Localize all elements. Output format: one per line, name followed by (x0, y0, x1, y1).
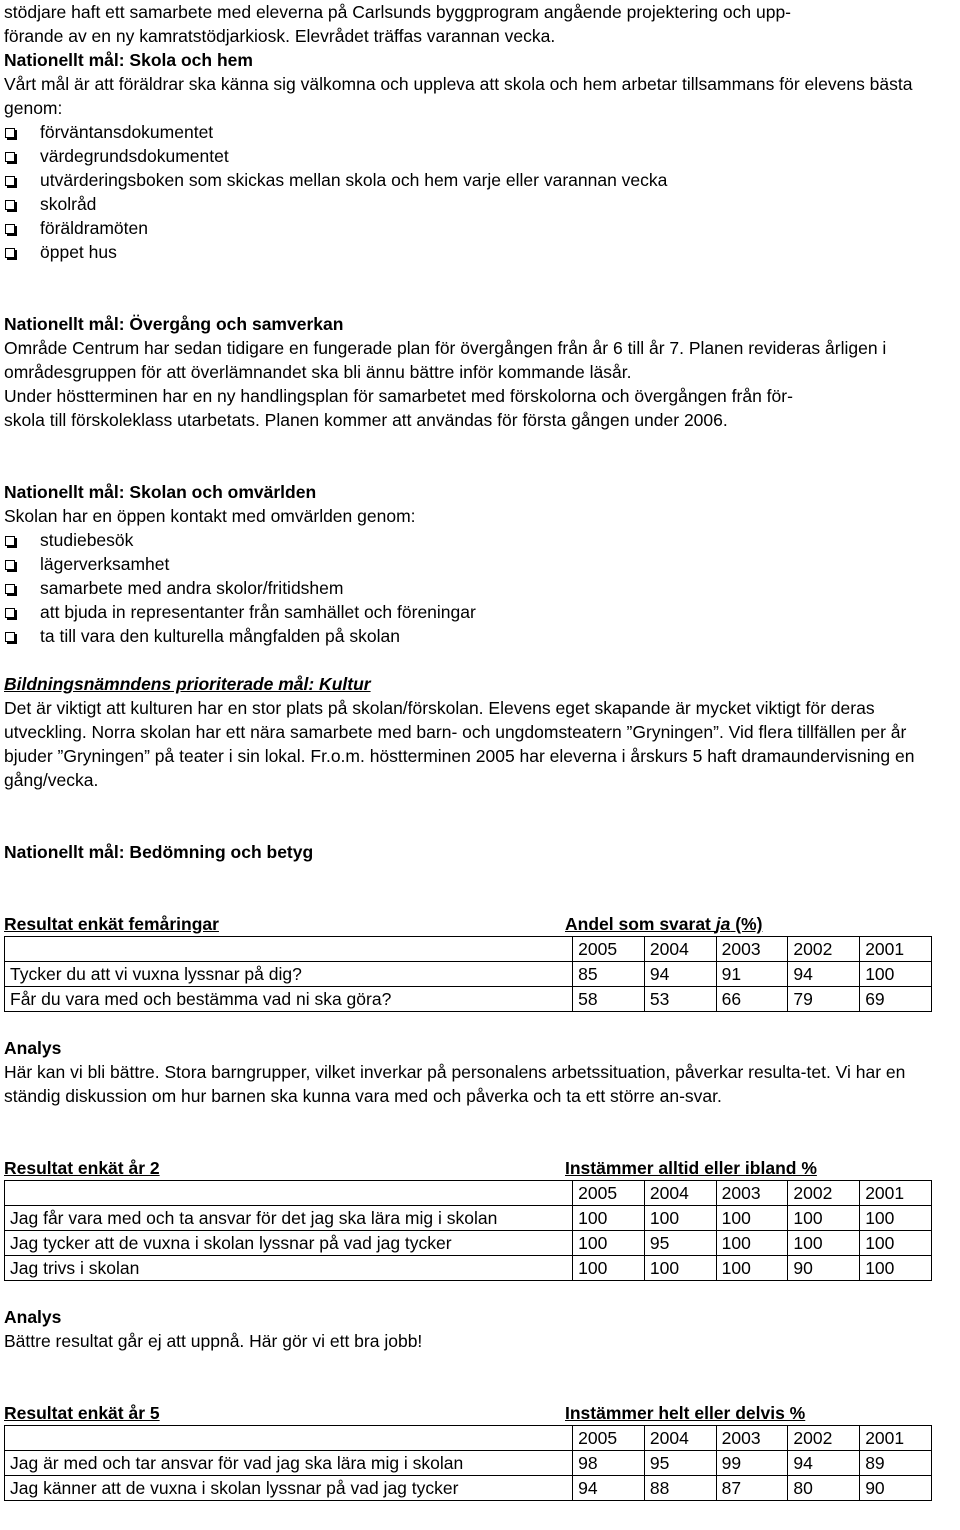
list-item: att bjuda in representanter från samhället och föreningar (4, 600, 954, 624)
checkbox-bullet-icon (5, 560, 15, 570)
list-item: samarbete med andra skolor/fritidshem (4, 576, 954, 600)
text-omvarlden: Skolan har en öppen kontakt med omvärlden genom: (4, 506, 416, 526)
list-skola-och-hem (4, 120, 954, 264)
list-item: föräldramöten (4, 216, 954, 240)
table-row: 2005 2004 2003 2002 2001 (5, 1181, 932, 1206)
checkbox-bullet-icon (5, 200, 15, 210)
heading-bedomning: Nationellt mål: Bedömning och betyg (4, 842, 314, 862)
heading-overgang: Nationellt mål: Övergång och samverkan (4, 314, 344, 334)
list-item: studiebesök (4, 528, 954, 552)
analys-fem-heading: Analys (4, 1038, 62, 1058)
heading-omvarlden: Nationellt mål: Skolan och omvärlden (4, 482, 317, 502)
survey-ar2-table (4, 1180, 932, 1281)
list-item: förväntansdokumentet (4, 120, 954, 144)
list-item: skolråd (4, 192, 954, 216)
survey-fem-header (4, 912, 954, 936)
list-item: utvärderingsboken som skickas mellan skola och hem varje eller varannan vecka (4, 168, 954, 192)
text-kultur: Det är viktigt att kulturen har en stor plats på skolan/förskolan. Elevens eget skapande är mycket viktigt för deras utveckling. Norra skolan har ett nära samarbete med barn- och ungdomsteatern ”Gryningen”. Vid flera tillfällen per år bjuder ”Gryningen” på teater i sin lokal. Fr.o.m. höstterminen 2005 har eleverna i årskurs 5 haft dramaundervisning en gång/vecka. (4, 698, 915, 790)
document-page (4, 0, 954, 1501)
table-row: Tycker du att vi vuxna lyssnar på dig? 85 94 91 94 100 (5, 962, 932, 987)
survey-ar5-title: Resultat enkät år 5 (4, 1403, 160, 1423)
survey-ar2-title: Resultat enkät år 2 (4, 1158, 160, 1178)
list-item: lägerverksamhet (4, 552, 954, 576)
list-item: värdegrundsdokumentet (4, 144, 954, 168)
list-omvarlden (4, 528, 954, 648)
survey-fem-measure: Andel som svarat ja (%) (565, 914, 763, 934)
survey-ar5-measure: Instämmer helt eller delvis % (565, 1403, 806, 1423)
checkbox-bullet-icon (5, 176, 15, 186)
table-row: 2005 2004 2003 2002 2001 (5, 937, 932, 962)
analys-ar2-heading: Analys (4, 1307, 62, 1327)
intro-line-1: stödjare haft ett samarbete med eleverna på Carlsunds byggprogram angående projektering och upp- (4, 2, 792, 22)
table-row: Jag känner att de vuxna i skolan lyssnar på vad jag tycker 94 88 87 80 90 (5, 1476, 932, 1501)
text-overgang-2b: skola till förskoleklass utarbetats. Planen kommer att användas för första gången under 2006. (4, 410, 728, 430)
survey-ar5-table (4, 1425, 932, 1501)
text-overgang-2a: Under höstterminen har en ny handlingsplan för samarbetet med förskolorna och övergången från för- (4, 386, 793, 406)
survey-ar5-header (4, 1401, 954, 1425)
survey-fem-table (4, 936, 932, 1012)
survey-ar2-measure: Instämmer alltid eller ibland % (565, 1158, 817, 1178)
checkbox-bullet-icon (5, 632, 15, 642)
checkbox-bullet-icon (5, 128, 15, 138)
table-row: Jag får vara med och ta ansvar för det jag ska lära mig i skolan 100 100 100 100 100 (5, 1206, 932, 1231)
heading-skola-och-hem: Nationellt mål: Skola och hem (4, 50, 253, 70)
checkbox-bullet-icon (5, 224, 15, 234)
checkbox-bullet-icon (5, 248, 15, 258)
text-skola-och-hem: Vårt mål är att föräldrar ska känna sig välkomna och uppleva att skola och hem arbetar tillsammans för elevens bästa genom: (4, 74, 913, 118)
survey-ar2-header (4, 1156, 954, 1180)
heading-kultur: Bildningsnämndens prioriterade mål: Kultur (4, 674, 371, 694)
checkbox-bullet-icon (5, 608, 15, 618)
list-item: öppet hus (4, 240, 954, 264)
table-row: Jag tycker att de vuxna i skolan lyssnar på vad jag tycker 100 95 100 100 100 (5, 1231, 932, 1256)
checkbox-bullet-icon (5, 584, 15, 594)
analys-ar2-text: Bättre resultat går ej att uppnå. Här gör vi ett bra jobb! (4, 1331, 423, 1351)
table-row: Jag är med och tar ansvar för vad jag ska lära mig i skolan 98 95 99 94 89 (5, 1451, 932, 1476)
text-overgang-1: Område Centrum har sedan tidigare en fungerade plan för övergången från år 6 till år 7. Planen revideras årligen i områdesgruppen för att överlämnandet ska bli ännu bättre inför kommande läsår. (4, 338, 887, 382)
intro-line-2: förande av en ny kamratstödjarkiosk. Elevrådet träffas varannan vecka. (4, 26, 556, 46)
table-row: 2005 2004 2003 2002 2001 (5, 1426, 932, 1451)
table-row: Får du vara med och bestämma vad ni ska göra? 58 53 66 79 69 (5, 987, 932, 1012)
analys-fem-text: Här kan vi bli bättre. Stora barngrupper, vilket inverkar på personalens arbetssituation, påverkar resulta-tet. Vi har en ständig diskussion om hur barnen ska kunna vara med och påverka och ta ett större an-svar. (4, 1062, 906, 1106)
survey-fem-title: Resultat enkät femåringar (4, 914, 219, 934)
list-item: ta till vara den kulturella mångfalden på skolan (4, 624, 954, 648)
table-row: Jag trivs i skolan 100 100 100 90 100 (5, 1256, 932, 1281)
checkbox-bullet-icon (5, 536, 15, 546)
checkbox-bullet-icon (5, 152, 15, 162)
